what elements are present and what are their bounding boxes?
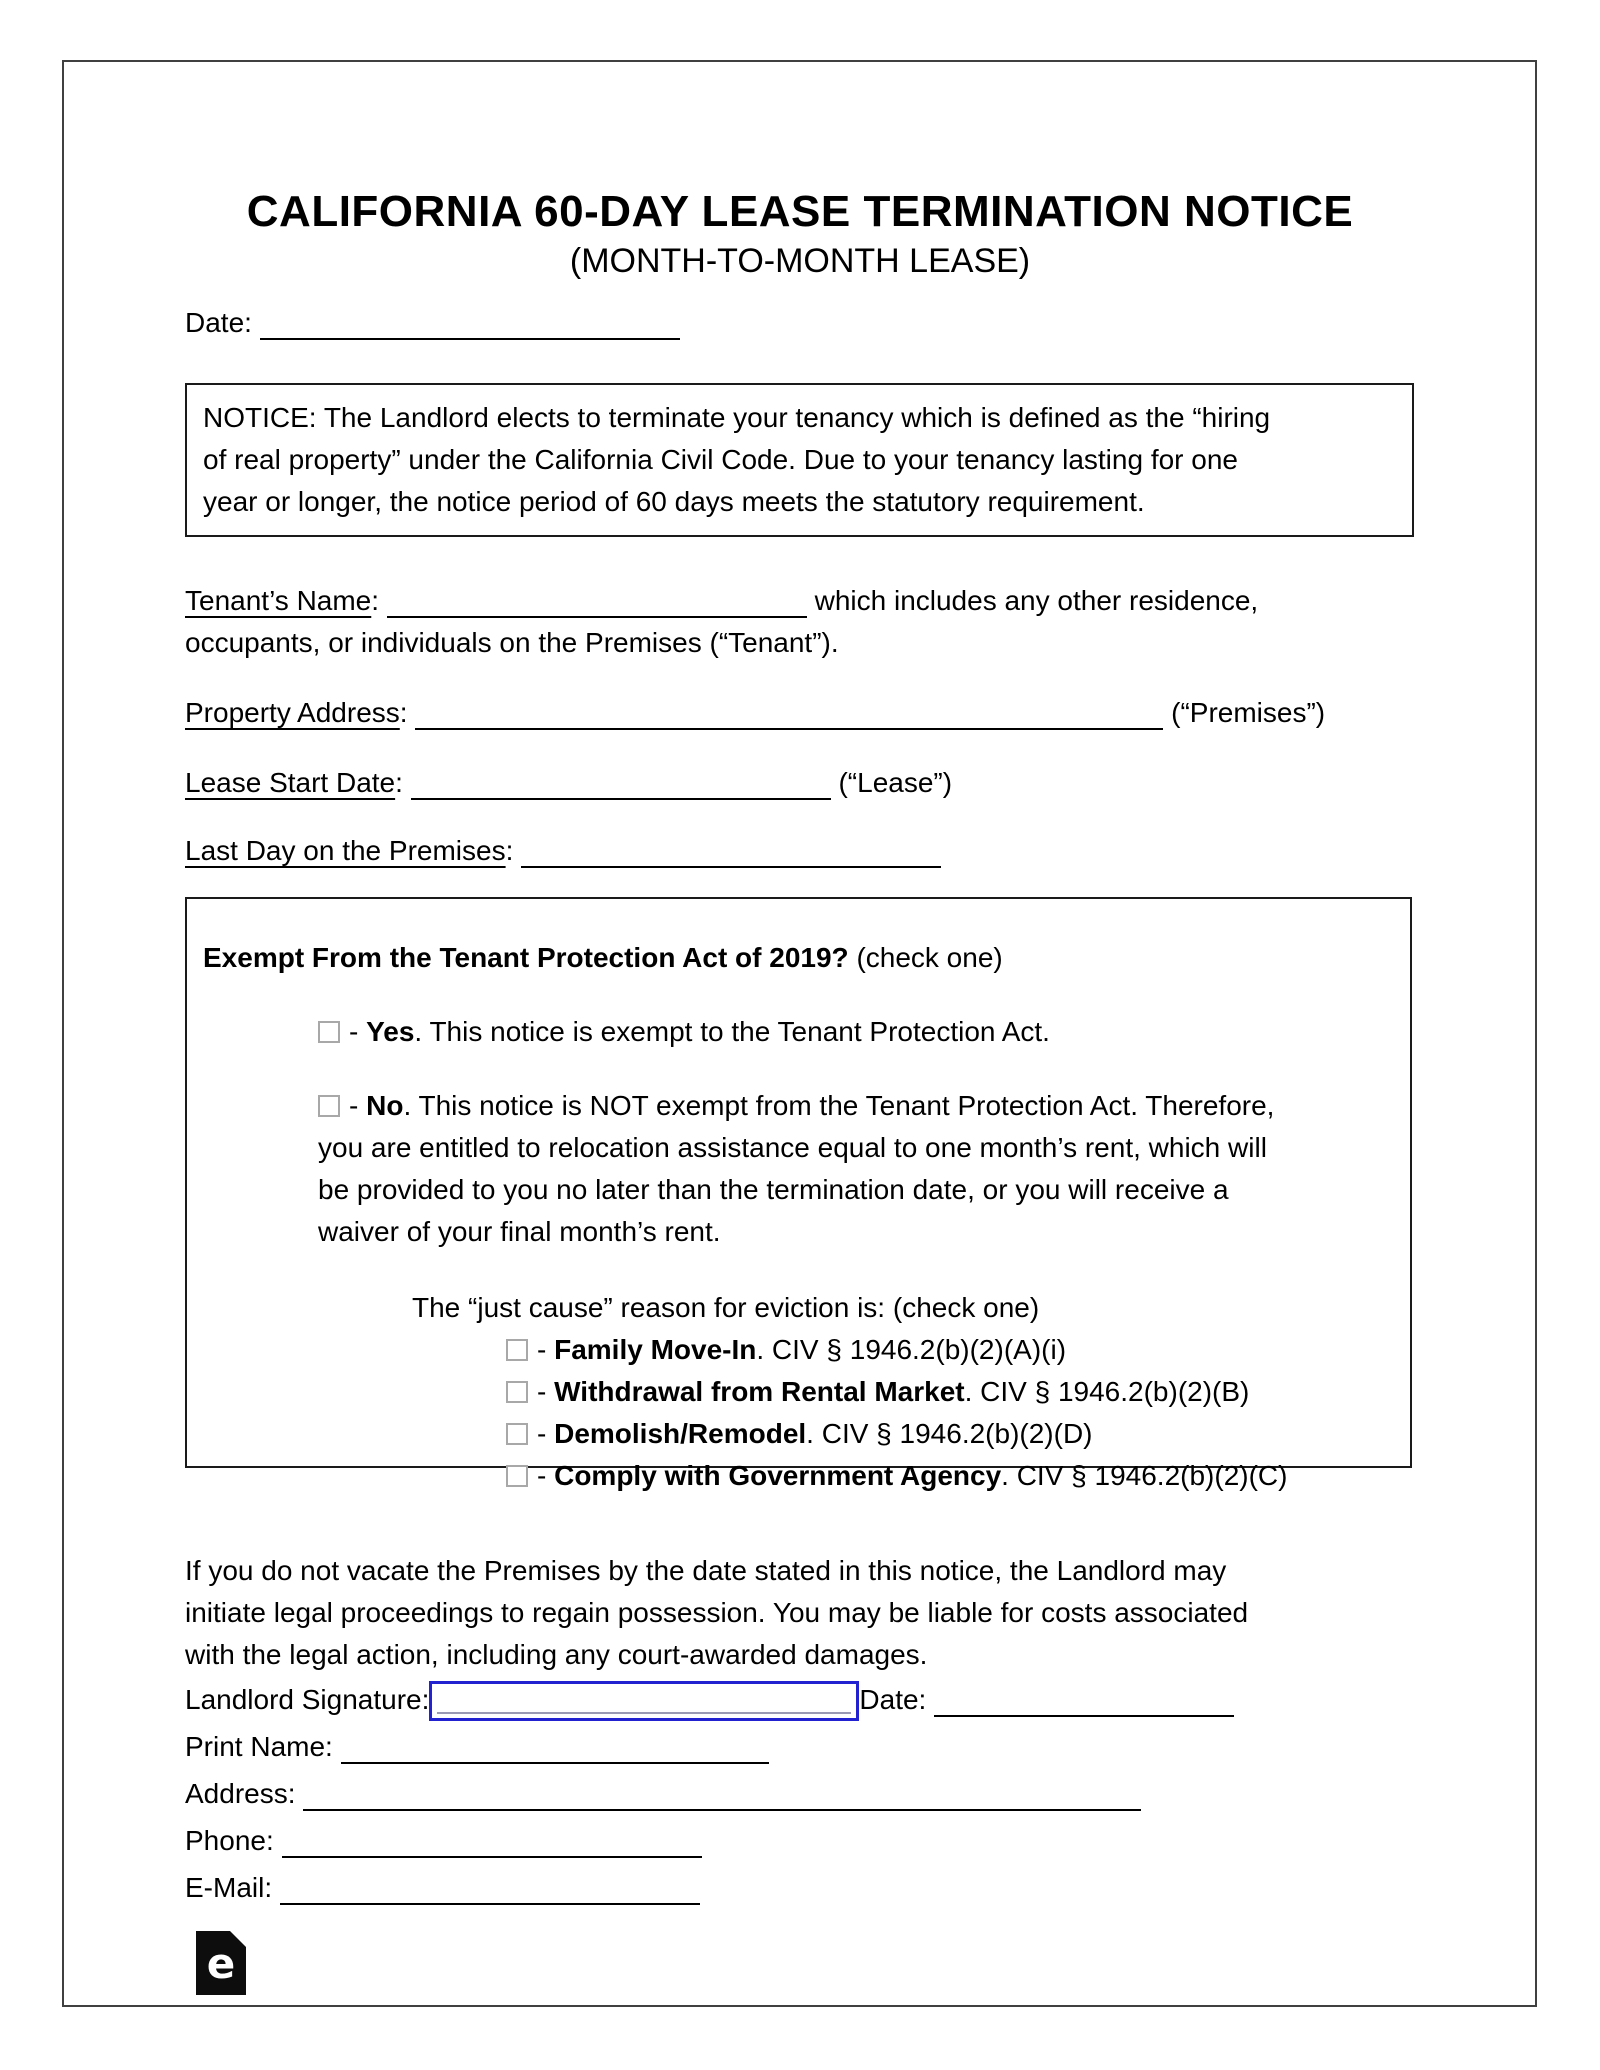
tenant-name-after-text: which includes any other residence, — [814, 585, 1259, 616]
print-name-label: Print Name: — [185, 1731, 333, 1762]
phone-label: Phone: — [185, 1825, 274, 1856]
no-text-line: . This notice is NOT exempt from the Tenant Protection Act. Therefore, — [403, 1090, 1275, 1121]
lease-start-suffix: (“Lease”) — [838, 767, 953, 798]
property-address-blank — [415, 706, 1163, 730]
notice-box — [185, 383, 1414, 537]
phone-row — [185, 1817, 1445, 1864]
address-label: Address: — [185, 1778, 296, 1809]
last-day-line — [185, 830, 1425, 872]
yes-dash: - — [349, 1016, 359, 1047]
no-text-line: waiver of your final month’s rent. — [318, 1216, 721, 1247]
date-blank — [260, 316, 680, 340]
landlord-signature-label: Landlord Signature: — [185, 1684, 430, 1715]
option-label: Demolish/Remodel — [554, 1418, 807, 1449]
tenant-name-line — [185, 580, 1425, 664]
lease-start-label: Lease Start Date — [185, 767, 396, 798]
signature-date-label: Date: — [859, 1684, 927, 1715]
last-day-label: Last Day on the Premises — [185, 835, 506, 866]
lease-start-colon: : — [395, 767, 403, 798]
option-dash: - — [537, 1418, 547, 1449]
last-day-colon: : — [505, 835, 514, 866]
exempt-section-box — [185, 897, 1412, 1491]
no-text-line: be provided to you no later than the termination date, or you will receive a — [318, 1174, 1229, 1205]
date-line — [185, 302, 1425, 344]
exempt-yes-row — [318, 1011, 1394, 1053]
address-blank — [303, 1787, 1141, 1811]
option-dash: - — [537, 1334, 547, 1365]
notice-text-line: of real property” under the California Civil Code. Due to your tenancy lasting for one — [203, 444, 1238, 475]
just-cause-option-row — [506, 1413, 1394, 1455]
email-label: E-Mail: — [185, 1872, 273, 1903]
no-label: No — [366, 1090, 404, 1121]
checkbox-yes[interactable] — [318, 1021, 340, 1043]
exempt-heading: Exempt From the Tenant Protection Act of 2019? (check one) — [203, 942, 1003, 973]
landlord-signature-field[interactable] — [429, 1681, 859, 1721]
exempt-no-block — [318, 1085, 1394, 1253]
property-address-colon: : — [399, 697, 408, 728]
last-day-blank — [521, 844, 941, 868]
landlord-signature-row — [185, 1676, 1445, 1723]
no-text-line: you are entitled to relocation assistance equal to one month’s rent, which will — [318, 1132, 1267, 1163]
option-dash: - — [537, 1376, 547, 1407]
print-name-blank — [341, 1740, 769, 1764]
page-title: CALIFORNIA 60-DAY LEASE TERMINATION NOTICE — [246, 187, 1354, 236]
tenant-name-line2: occupants, or individuals on the Premises (“Tenant”). — [185, 627, 839, 658]
tenant-name-blank — [387, 594, 807, 618]
yes-text: . This notice is exempt to the Tenant Protection Act. — [414, 1016, 1050, 1047]
option-label: Comply with Government Agency — [554, 1460, 1002, 1491]
option-citation: . CIV § 1946.2(b)(2)(B) — [964, 1376, 1250, 1407]
eforms-logo-letter: e — [206, 1939, 236, 1988]
email-row — [185, 1864, 1445, 1911]
just-cause-heading: The “just cause” reason for eviction is: (check one) — [412, 1292, 1040, 1323]
just-cause-option-row — [506, 1371, 1394, 1413]
checkbox-no[interactable] — [318, 1095, 340, 1117]
statement-line: initiate legal proceedings to regain possession. You may be liable for costs associated — [185, 1597, 1249, 1628]
statement-line: with the legal action, including any court-awarded damages. — [185, 1639, 928, 1670]
yes-label: Yes — [366, 1016, 415, 1047]
address-row — [185, 1770, 1445, 1817]
checkbox-withdrawal-rental-market[interactable] — [506, 1381, 528, 1403]
eforms-logo-icon — [196, 1931, 246, 1995]
page-subtitle: (MONTH-TO-MONTH LEASE) — [569, 242, 1031, 280]
signature-date-blank — [934, 1693, 1234, 1717]
lease-start-line — [185, 762, 1425, 804]
option-citation: . CIV § 1946.2(b)(2)(C) — [1001, 1460, 1288, 1491]
option-dash: - — [537, 1460, 547, 1491]
option-label: Family Move-In — [554, 1334, 757, 1365]
property-address-label: Property Address — [185, 697, 400, 728]
notice-text-line: year or longer, the notice period of 60 days meets the statutory requirement. — [203, 486, 1145, 517]
email-blank — [280, 1881, 700, 1905]
property-address-line — [185, 692, 1425, 734]
checkbox-family-move-in[interactable] — [506, 1339, 528, 1361]
option-citation: . CIV § 1946.2(b)(2)(A)(i) — [756, 1334, 1067, 1365]
vacate-statement — [185, 1550, 1425, 1676]
option-citation: . CIV § 1946.2(b)(2)(D) — [806, 1418, 1093, 1449]
notice-text-line: NOTICE: The Landlord elects to terminate your tenancy which is defined as the “hiring — [203, 402, 1271, 433]
just-cause-option-row — [506, 1329, 1394, 1371]
document-header — [0, 186, 1600, 284]
date-label: Date: — [185, 307, 252, 338]
option-label: Withdrawal from Rental Market — [554, 1376, 965, 1407]
checkbox-comply-government-agency[interactable] — [506, 1465, 528, 1487]
no-dash: - — [349, 1090, 359, 1121]
property-address-suffix: (“Premises”) — [1171, 697, 1326, 728]
checkbox-demolish-remodel[interactable] — [506, 1423, 528, 1445]
print-name-row — [185, 1723, 1445, 1770]
just-cause-option-row — [506, 1455, 1394, 1497]
tenant-name-colon: : — [371, 585, 380, 616]
lease-start-blank — [411, 776, 831, 800]
signature-block — [185, 1676, 1445, 1911]
statement-line: If you do not vacate the Premises by the date stated in this notice, the Landlord may — [185, 1555, 1227, 1586]
phone-blank — [282, 1834, 702, 1858]
tenant-name-label: Tenant’s Name — [185, 585, 372, 616]
